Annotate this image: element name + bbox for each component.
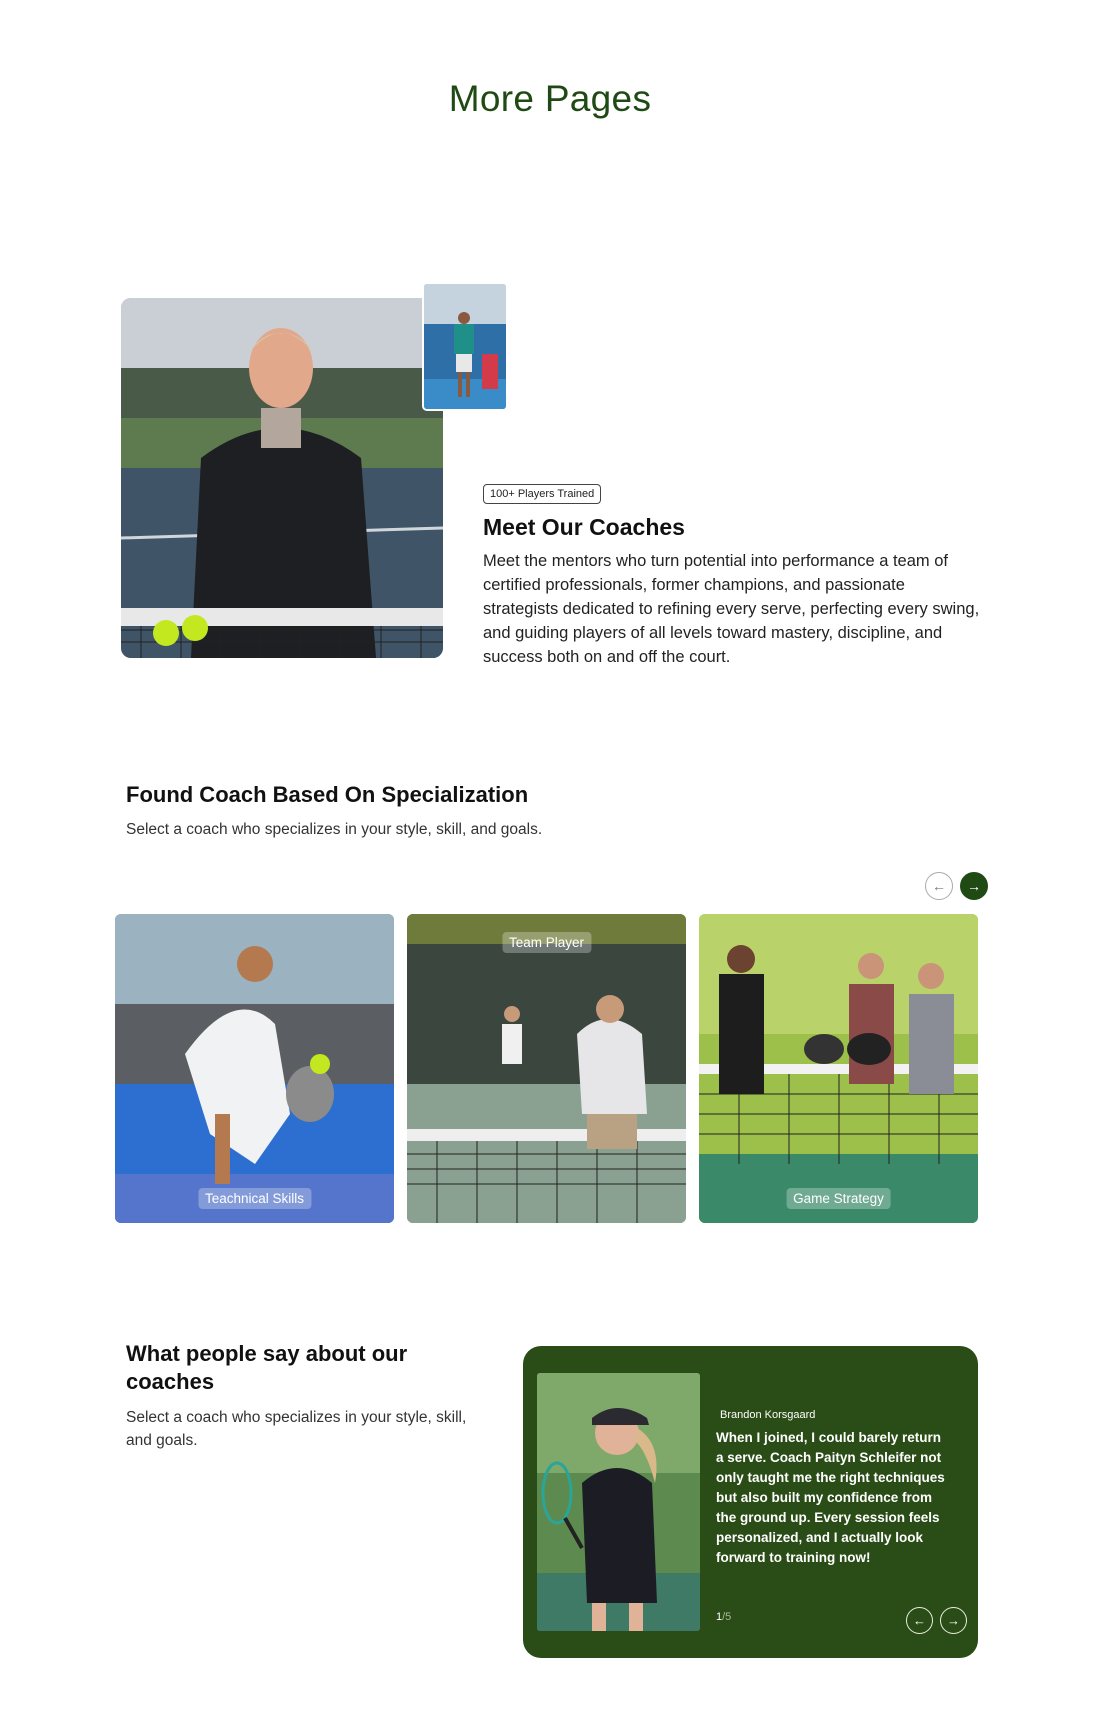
technical-skills-image: [115, 914, 394, 1223]
card-label: Team Player: [502, 932, 591, 953]
game-strategy-image: [699, 914, 978, 1223]
card-label: Teachnical Skills: [198, 1188, 311, 1209]
arrow-left-icon: ←: [932, 878, 946, 894]
testimonials-subtitle: Select a coach who specializes in your style, skill, and goals.: [126, 1409, 467, 1449]
testimonial-prev-button[interactable]: [906, 1607, 933, 1634]
specialization-subtitle: Select a coach who specializes in your style, skill, and goals.: [126, 821, 543, 838]
specialization-title: Found Coach Based On Specialization: [126, 782, 529, 807]
meet-coaches-description: Meet the mentors who turn potential into performance a team of certified professionals, former champions, and passionate strategists dedicated to refining every serve, perfecting every swing, and guiding players of all levels toward mastery, discipline, and success both on and off the court.: [483, 552, 980, 666]
coach-thumbnail-image: [424, 284, 506, 409]
players-trained-badge: 100+ Players Trained: [483, 484, 601, 504]
specialization-card-team[interactable]: [407, 914, 686, 1223]
testimonial-card: [523, 1346, 978, 1658]
specialization-card-technical[interactable]: [115, 914, 394, 1223]
testimonial-quote: When I joined, I could barely return a serve. Coach Paityn Schleifer not only taught me the right techniques but also built my confidence from the ground up. Every session feels personalized, and I actually look forward to training now!: [716, 1430, 945, 1565]
testimonials-title: What people say about our coaches: [126, 1341, 408, 1394]
arrow-right-icon: →: [947, 1613, 960, 1628]
page-title: More Pages: [448, 78, 652, 119]
testimonial-next-button[interactable]: [940, 1607, 967, 1634]
specialization-card-strategy[interactable]: [699, 914, 978, 1223]
card-label: Game Strategy: [786, 1188, 891, 1209]
carousel-next-button[interactable]: [960, 872, 988, 900]
arrow-left-icon: ←: [913, 1613, 926, 1628]
coach-portrait-image: [121, 298, 443, 658]
testimonial-author: Brandon Korsgaard: [720, 1409, 816, 1421]
meet-coaches-title: Meet Our Coaches: [483, 514, 685, 540]
carousel-prev-button[interactable]: [925, 872, 953, 900]
team-player-image: [407, 914, 686, 1223]
testimonial-photo: [537, 1373, 700, 1631]
testimonial-counter: 1/5: [716, 1611, 732, 1623]
arrow-right-icon: →: [967, 878, 981, 894]
